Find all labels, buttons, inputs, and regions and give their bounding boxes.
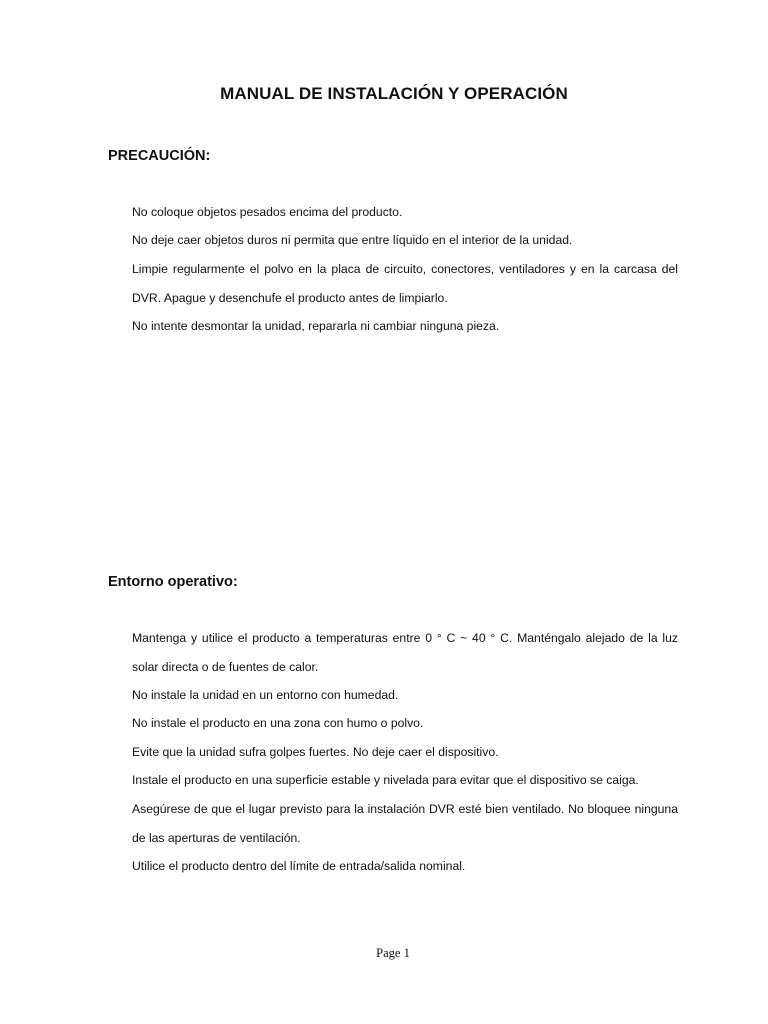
paragraph: Utilice el producto dentro del límite de entrada/salida nominal. — [132, 859, 466, 873]
paragraph: Instale el producto en una superficie estable y nivelada para evitar que el dispositivo se caiga. — [132, 773, 639, 787]
page-title: MANUAL DE INSTALACIÓN Y OPERACIÓN — [220, 84, 568, 103]
paragraph: No coloque objetos pesados encima del producto. — [132, 205, 403, 219]
paragraph: Mantenga y utilice el producto a temperaturas entre 0 ° C ~ 40 ° C. Manténgalo alejado de la luz solar directa o de fuentes de calor. — [132, 631, 678, 674]
page-number: Page 1 — [376, 946, 410, 960]
section-heading-precaucion: PRECAUCIÓN: — [108, 148, 211, 164]
paragraph: No instale la unidad en un entorno con humedad. — [132, 688, 399, 702]
paragraph: No intente desmontar la unidad, repararla ni cambiar ninguna pieza. — [132, 319, 500, 333]
paragraph: No deje caer objetos duros ni permita que entre líquido en el interior de la unidad. — [132, 233, 573, 247]
paragraph: Evite que la unidad sufra golpes fuertes. No deje caer el dispositivo. — [132, 745, 499, 759]
paragraph: Asegúrese de que el lugar previsto para la instalación DVR esté bien ventilado. No bloquee ninguna de las aperturas de ventilación. — [132, 802, 678, 845]
paragraph: Limpie regularmente el polvo en la placa de circuito, conectores, ventiladores y en la carcasa del DVR. Apague y desenchufe el producto antes de limpiarlo. — [132, 262, 678, 305]
paragraph: No instale el producto en una zona con humo o polvo. — [132, 716, 424, 730]
section-heading-entorno-operativo: Entorno operativo: — [108, 574, 238, 590]
